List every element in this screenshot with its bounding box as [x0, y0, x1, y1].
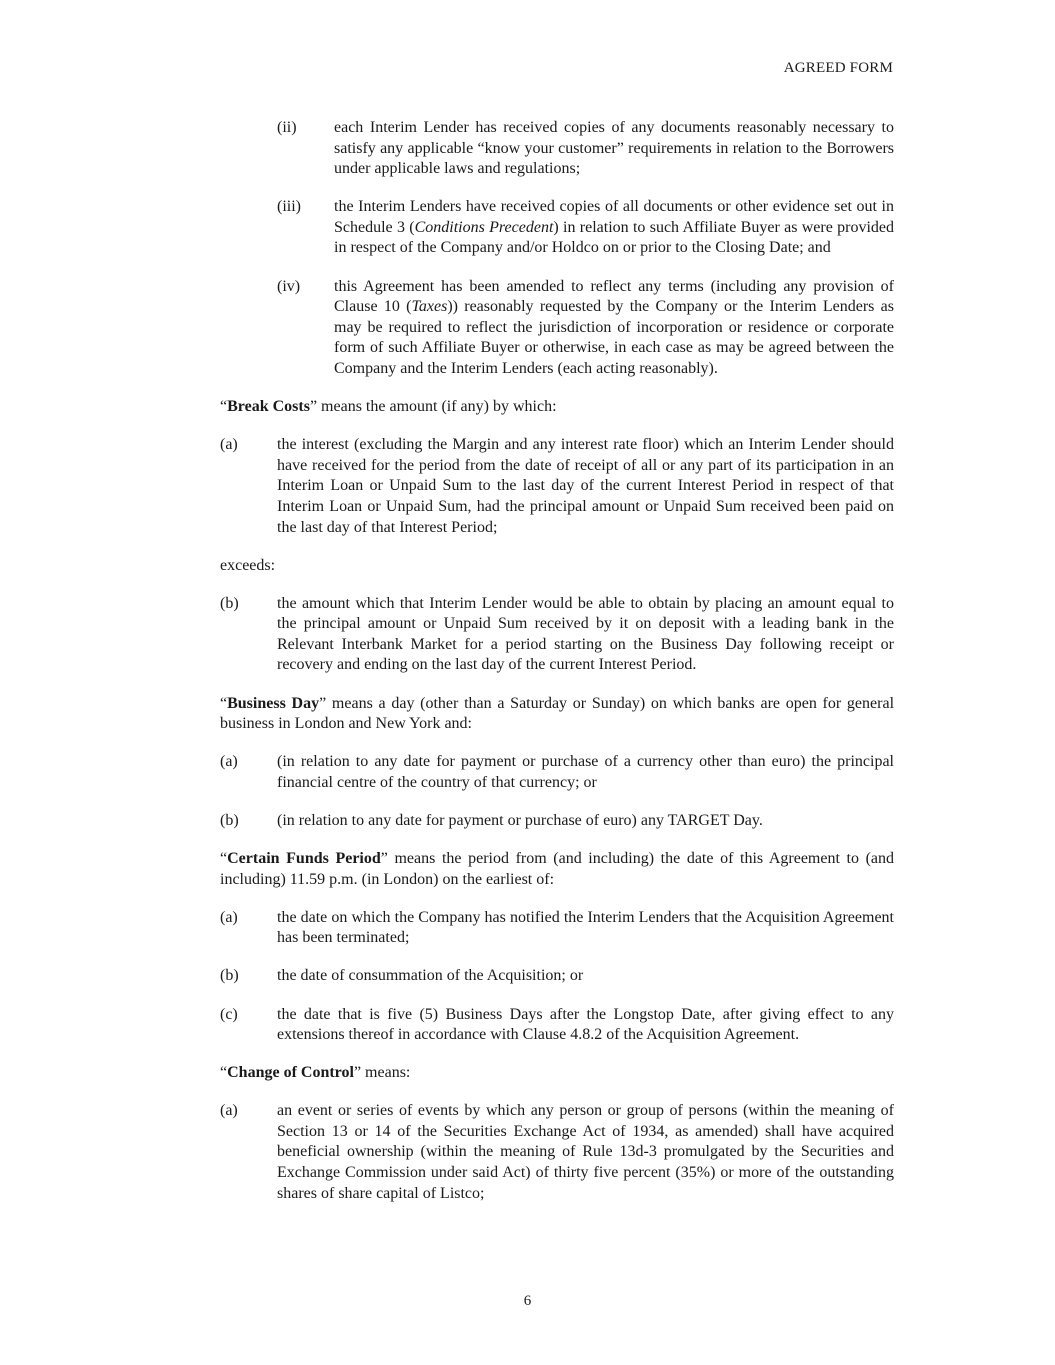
item-text: (in relation to any date for payment or purchase of a currency other than euro) the principal financial centre of the country of that currency; or	[277, 753, 894, 791]
document-body	[220, 118, 894, 1222]
definition-text: ” means a day (other than a Saturday or Sunday) on which banks are open for general business in London and New York and:	[220, 694, 895, 733]
certain-funds-item-b	[220, 966, 894, 987]
item-label: (a)	[220, 1102, 238, 1120]
definition-change-of-control	[220, 1063, 894, 1084]
definition-break-costs	[220, 397, 894, 418]
item-text	[334, 277, 894, 380]
page-header: AGREED FORM	[783, 60, 893, 76]
definition-text: ” means:	[353, 1064, 411, 1082]
text-part: this Agreement has been amended to reflect any terms (including any provision of Clause 10 (	[334, 277, 894, 316]
page-number: 6	[523, 1293, 532, 1309]
open-quote: “	[220, 694, 228, 712]
item-label: (b)	[220, 594, 239, 612]
change-of-control-item-a	[220, 1101, 894, 1204]
item-text: an event or series of events by which any person or group of persons (within the meaning of Section 13 or 14 of the Securities Exchange Act of 1934, as amended) shall have acquired beneficial ownership (within the meaning of Rule 13d-3 promulgated by the Securities and Exchange Commission under said Act) of thirty five percent (35%) or more of the outstanding shares of share capital of Listco;	[277, 1102, 894, 1202]
defined-term: Change of Control	[227, 1064, 354, 1082]
item-text: (in relation to any date for payment or purchase of euro) any TARGET Day.	[277, 811, 763, 829]
item-text	[334, 197, 894, 259]
exceeds-text: exceeds:	[220, 556, 276, 574]
open-quote: “	[220, 398, 228, 416]
item-label: (c)	[220, 1005, 238, 1023]
definition-certain-funds-period	[220, 849, 894, 890]
item-label: (ii)	[277, 119, 297, 136]
defined-term: Certain Funds Period	[227, 850, 381, 868]
certain-funds-item-c	[220, 1005, 894, 1046]
defined-term: Business Day	[227, 694, 320, 712]
sub-item-ii	[277, 118, 894, 180]
open-quote: “	[220, 850, 228, 868]
business-day-item-a	[220, 752, 894, 793]
item-label: (a)	[220, 436, 238, 454]
item-label: (b)	[220, 811, 239, 829]
definition-business-day	[220, 694, 894, 735]
item-text: the date that is five (5) Business Days after the Longstop Date, after giving effect to any extensions thereof in accordance with Clause 4.8.2 of the Acquisition Agreement.	[277, 1005, 894, 1044]
item-label: (a)	[220, 908, 238, 926]
definition-text: ” means the amount (if any) by which:	[309, 398, 557, 416]
defined-term: Break Costs	[227, 398, 310, 416]
item-label: (b)	[220, 967, 239, 985]
business-day-item-b	[220, 811, 894, 832]
text-part: the Interim Lenders have received copies of all documents or other evidence set out in Schedule 3 (	[334, 198, 894, 236]
item-text: the date on which the Company has notified the Interim Lenders that the Acquisition Agreement has been terminated;	[277, 908, 894, 947]
sub-item-iii	[277, 197, 894, 259]
item-text: the amount which that Interim Lender would be able to obtain by placing an amount equal to the principal amount or Unpaid Sum received by it on deposit with a leading bank in the Relevant Interbank Market for a period starting on the Business Day following receipt or recovery and ending on the last day of the current Interest Period.	[277, 594, 894, 674]
certain-funds-item-a	[220, 908, 894, 949]
italic-reference: Taxes	[411, 298, 448, 316]
item-text: the date of consummation of the Acquisition; or	[277, 967, 584, 985]
sub-item-iv	[277, 277, 894, 380]
break-costs-item-b	[220, 594, 894, 676]
item-label: (iv)	[277, 277, 301, 295]
item-label: (a)	[220, 753, 238, 771]
item-text: each Interim Lender has received copies of any documents reasonably necessary to satisfy any applicable “know your customer” requirements in relation to the Borrowers under applicable laws and regulations;	[334, 119, 894, 178]
definition-text: ” means the period from (and including) the date of this Agreement to (and including) 11.59 p.m. (in London) on the earliest of:	[220, 850, 894, 888]
text-part: ) in relation to such Affiliate Buyer as were provided in respect of the Company and/or Holdco on or prior to the Closing Date; and	[334, 218, 895, 257]
italic-reference: Conditions Precedent	[414, 218, 554, 236]
item-label: (iii)	[277, 198, 301, 216]
text-part: )) reasonably requested by the Company or the Interim Lenders as may be required to reflect the jurisdiction of incorporation or residence or corporate form of such Affiliate Buyer or otherwise, in each case as may be agreed between the Company and the Interim Lenders (each acting reasonably).	[334, 298, 895, 377]
break-costs-item-a	[220, 435, 894, 538]
item-text: the interest (excluding the Margin and any interest rate floor) which an Interim Lender should have received for the period from the date of receipt of all or any part of its participation in an Interim Loan or Unpaid Sum to the last day of the current Interest Period in respect of that Interim Loan or Unpaid Sum, had the principal amount or Unpaid Sum received been paid on the last day of that Interest Period;	[277, 436, 894, 536]
open-quote: “	[220, 1064, 228, 1082]
